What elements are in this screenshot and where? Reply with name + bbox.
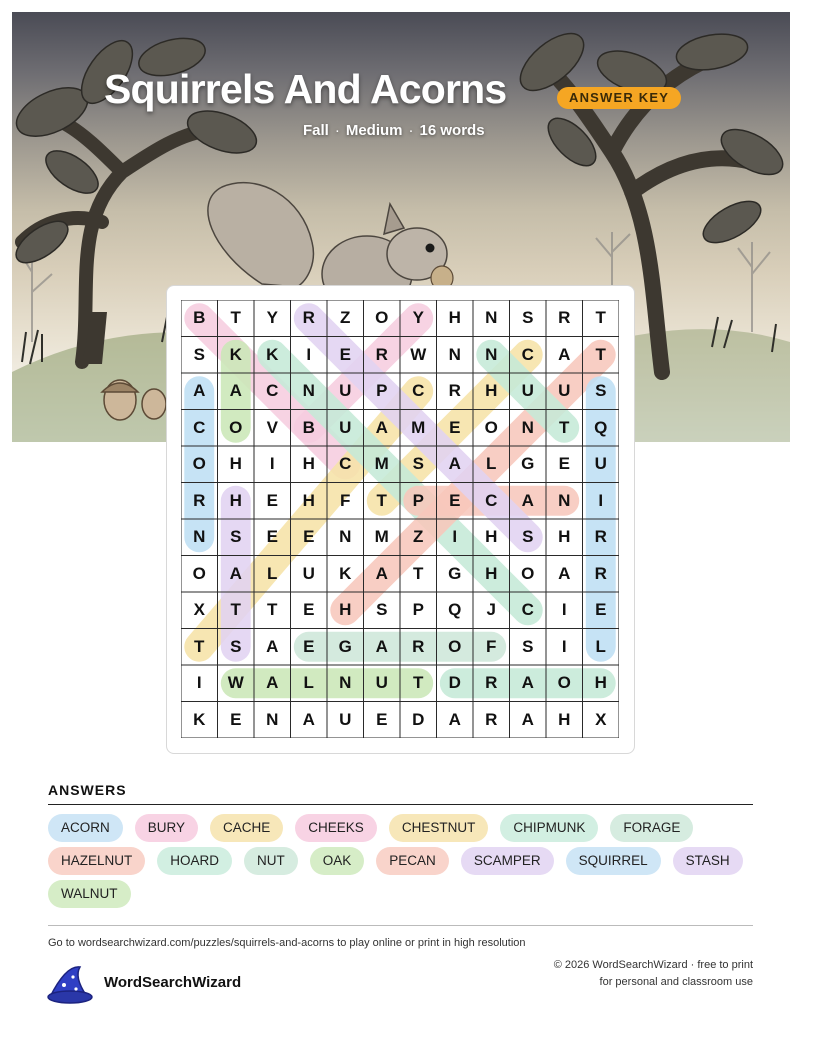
answer-key-badge: ANSWER KEY <box>557 87 681 109</box>
grid-cell: G <box>448 563 462 583</box>
wizard-hat-icon <box>46 963 94 1005</box>
grid-cell: C <box>485 490 498 510</box>
grid-cell: N <box>339 527 352 546</box>
grid-cell: U <box>594 454 607 473</box>
grid-cell: U <box>339 381 352 400</box>
grid-cell: E <box>303 527 315 546</box>
grid-cell: T <box>595 344 606 364</box>
meta-word-count: 16 words <box>419 122 485 139</box>
answer-chip-scamper: SCAMPER <box>461 847 554 875</box>
grid-cell: E <box>266 527 278 546</box>
grid-cell: S <box>193 344 205 364</box>
grid-cell: W <box>410 344 427 364</box>
answer-chip-bury: BURY <box>135 814 198 842</box>
grid-cell: C <box>412 381 425 400</box>
grid-cell: U <box>375 673 388 692</box>
answers-heading: ANSWERS <box>48 782 127 798</box>
separator-dot: · <box>334 122 340 139</box>
grid-cell: R <box>193 490 206 510</box>
grid-cell: A <box>558 563 571 583</box>
grid-cell: N <box>521 417 534 437</box>
grid-cell: O <box>375 308 389 327</box>
grid-cell: A <box>521 709 534 729</box>
grid-cell: I <box>269 454 275 473</box>
grid-cell: R <box>485 673 498 692</box>
grid-cell: X <box>595 709 607 729</box>
copyright-notice: © 2026 WordSearchWizard · free to print for personal and classroom use <box>553 959 753 988</box>
grid-cell: U <box>521 381 534 400</box>
grid-cell: E <box>558 454 570 473</box>
grid-cell: E <box>266 490 278 510</box>
answer-chip-hoard: HOARD <box>157 847 232 875</box>
grid-cell: L <box>267 563 278 583</box>
grid-cell: S <box>522 636 534 656</box>
grid-cell: C <box>193 417 206 437</box>
grid-cell: N <box>302 381 315 400</box>
separator-dot: · <box>408 122 414 139</box>
grid-cell: U <box>339 417 352 437</box>
answer-chip-forage: FORAGE <box>610 814 693 842</box>
grid-cell: S <box>376 600 388 619</box>
grid-cell: N <box>485 308 498 327</box>
grid-cell: R <box>485 709 498 729</box>
grid-cell: H <box>594 673 607 692</box>
grid-cell: Q <box>594 417 608 437</box>
answer-word-list <box>48 814 753 908</box>
grid-cell: F <box>486 636 497 656</box>
grid-cell: O <box>192 563 206 583</box>
grid-cell: E <box>303 636 315 656</box>
answer-chip-acorn: ACORN <box>48 814 123 842</box>
grid-cell: P <box>412 490 424 510</box>
grid-cell: A <box>302 709 315 729</box>
grid-cell: Q <box>448 600 462 619</box>
grid-cell: R <box>594 527 607 546</box>
grid-cell: Z <box>413 527 424 546</box>
grid-cell: N <box>193 527 206 546</box>
grid-cell: A <box>375 417 388 437</box>
meta-difficulty: Medium <box>345 122 403 139</box>
grid-cell: T <box>595 308 606 327</box>
grid-cell: P <box>376 381 388 400</box>
answer-chip-nut: NUT <box>244 847 298 875</box>
grid-cell: N <box>558 490 571 510</box>
grid-cell: F <box>340 490 351 510</box>
grid-cell: I <box>452 527 458 546</box>
grid-cell: R <box>302 308 315 327</box>
grid-cell: C <box>521 344 534 364</box>
grid-cell: H <box>485 563 498 583</box>
grid-cell: J <box>486 600 496 619</box>
grid-cell: A <box>266 673 279 692</box>
grid-cell: A <box>266 636 279 656</box>
grid-cell: A <box>558 344 571 364</box>
grid-cell: K <box>229 344 242 364</box>
grid-cell: S <box>230 636 242 656</box>
letter-grid <box>181 300 619 738</box>
grid-cell: L <box>486 454 497 473</box>
grid-cell: X <box>193 600 205 619</box>
grid-cell: T <box>413 563 424 583</box>
grid-cell: T <box>194 636 205 656</box>
grid-cell: C <box>521 600 534 619</box>
grid-cell: K <box>266 344 279 364</box>
grid-cell: S <box>412 454 424 473</box>
grid-cell: Y <box>266 308 278 327</box>
answer-chip-walnut: WALNUT <box>48 880 131 908</box>
grid-cell: H <box>229 454 242 473</box>
grid-cell: R <box>448 381 461 400</box>
grid-cell: K <box>193 709 206 729</box>
brand-name: WordSearchWizard <box>104 974 242 991</box>
answer-chip-cheeks: CHEEKS <box>295 814 377 842</box>
grid-cell: D <box>412 709 425 729</box>
grid-cell: S <box>230 527 242 546</box>
grid-cell: E <box>376 709 388 729</box>
grid-cell: I <box>306 344 312 364</box>
grid-cell: O <box>229 417 243 437</box>
grid-cell: U <box>339 709 352 729</box>
grid-cell: B <box>193 308 206 327</box>
grid-cell: A <box>193 381 206 400</box>
grid-cell: G <box>521 454 535 473</box>
grid-cell: R <box>412 636 425 656</box>
grid-cell: P <box>412 600 424 619</box>
grid-cell: A <box>521 490 534 510</box>
grid-cell: A <box>448 709 461 729</box>
meta-season: Fall <box>303 122 329 139</box>
grid-cell: A <box>448 454 461 473</box>
grid-cell: E <box>449 417 461 437</box>
grid-cell: A <box>375 563 388 583</box>
grid-cell: L <box>303 673 314 692</box>
grid-cell: S <box>522 527 534 546</box>
grid-cell: I <box>561 636 567 656</box>
puzzle-title: Squirrels And Acorns <box>104 66 507 112</box>
grid-cell: C <box>339 454 352 473</box>
grid-cell: N <box>339 673 352 692</box>
grid-cell: K <box>339 563 352 583</box>
footer-divider <box>48 925 753 926</box>
answers-divider <box>48 804 753 805</box>
grid-cell: H <box>485 381 498 400</box>
grid-cell: T <box>230 600 241 619</box>
grid-cell: H <box>229 490 242 510</box>
grid-cell: A <box>375 636 388 656</box>
puzzle-meta <box>303 122 485 139</box>
grid-cell: N <box>448 344 461 364</box>
grid-cell: N <box>266 709 279 729</box>
grid-cell: H <box>448 308 461 327</box>
grid-cell: T <box>267 600 278 619</box>
grid-cell: M <box>374 454 389 473</box>
grid-cell: T <box>413 673 424 692</box>
answer-chip-stash: STASH <box>673 847 743 875</box>
grid-cell: M <box>411 417 426 437</box>
grid-cell: H <box>302 454 315 473</box>
grid-cell: G <box>338 636 352 656</box>
grid-cell: W <box>227 673 244 692</box>
grid-cell: E <box>230 709 242 729</box>
grid-cell: T <box>559 417 570 437</box>
grid-cell: E <box>303 600 315 619</box>
online-play-link[interactable]: Go to wordsearchwizard.com/puzzles/squirrels-and-acorns to play online or print in high resolution <box>48 937 526 949</box>
grid-cell: U <box>558 381 571 400</box>
grid-cell: I <box>561 600 567 619</box>
grid-cell: O <box>557 673 571 692</box>
grid-cell: R <box>375 344 388 364</box>
grid-cell: I <box>598 490 604 510</box>
grid-cell: V <box>266 417 278 437</box>
grid-cell: H <box>558 527 571 546</box>
grid-cell: E <box>339 344 351 364</box>
grid-cell: T <box>376 490 387 510</box>
grid-cell: O <box>448 636 462 656</box>
grid-cell: E <box>595 600 607 619</box>
grid-cell: B <box>302 417 315 437</box>
answer-chip-squirrel: SQUIRREL <box>566 847 661 875</box>
answer-chip-hazelnut: HAZELNUT <box>48 847 145 875</box>
answer-chip-oak: OAK <box>310 847 365 875</box>
grid-cell: S <box>595 381 607 400</box>
grid-cell: A <box>521 673 534 692</box>
grid-cell: R <box>558 308 571 327</box>
grid-cell: L <box>595 636 606 656</box>
grid-cell: U <box>302 563 315 583</box>
grid-cell: N <box>485 344 498 364</box>
answer-chip-pecan: PECAN <box>376 847 449 875</box>
grid-cell: E <box>449 490 461 510</box>
grid-cell: A <box>229 381 242 400</box>
grid-cell: H <box>485 527 498 546</box>
grid-cell: T <box>230 308 241 327</box>
grid-cell: H <box>302 490 315 510</box>
grid-cell: Y <box>412 308 424 327</box>
answer-chip-cache: CACHE <box>210 814 283 842</box>
answer-chip-chestnut: CHESTNUT <box>389 814 489 842</box>
grid-cell: M <box>374 527 389 546</box>
grid-cell: O <box>192 454 206 473</box>
grid-cell: C <box>266 381 279 400</box>
grid-cell: O <box>484 417 498 437</box>
grid-cell: S <box>522 308 534 327</box>
grid-cell: R <box>594 563 607 583</box>
grid-cell: O <box>521 563 535 583</box>
grid-cell: D <box>448 673 461 692</box>
grid-cell: H <box>339 600 352 619</box>
grid-cell: Z <box>340 308 351 327</box>
grid-cell: H <box>558 709 571 729</box>
grid-cell: A <box>229 563 242 583</box>
grid-cell: I <box>196 673 202 692</box>
answer-chip-chipmunk: CHIPMUNK <box>500 814 598 842</box>
